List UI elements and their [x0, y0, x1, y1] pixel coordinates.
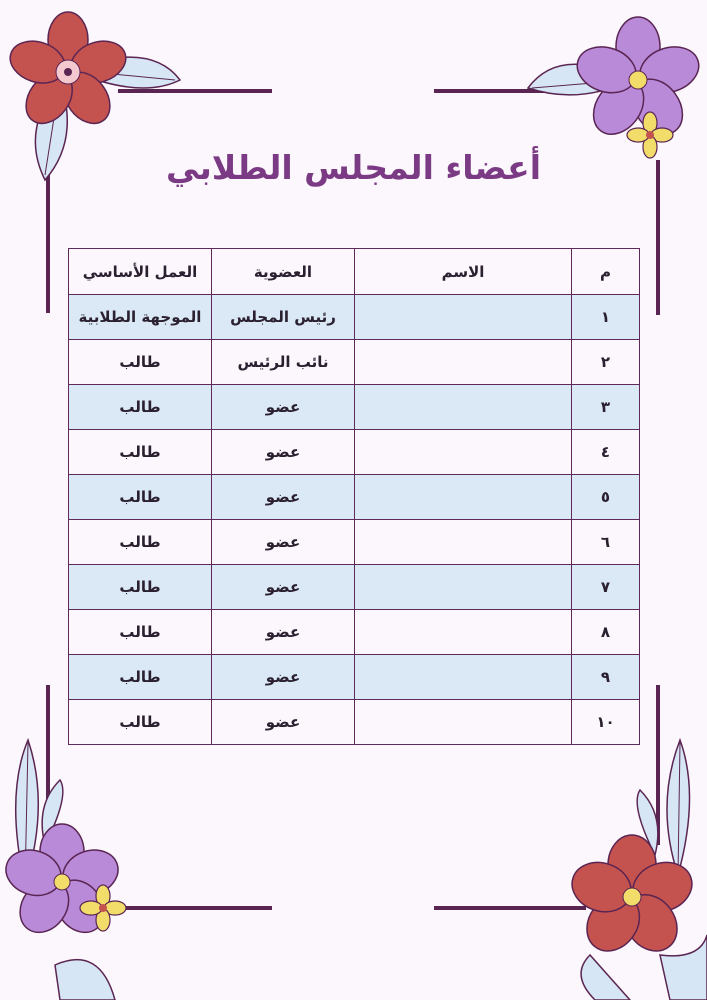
table-header-row: [69, 249, 640, 295]
cell-role: طالب: [69, 430, 212, 475]
cell-index: ١: [572, 295, 640, 340]
table-row: [69, 475, 640, 520]
table-row: [69, 565, 640, 610]
flower-bottom-right-decoration: [560, 735, 707, 1000]
cell-name[interactable]: [355, 295, 572, 340]
cell-name[interactable]: [355, 340, 572, 385]
cell-role: طالب: [69, 475, 212, 520]
table-row: [69, 520, 640, 565]
members-table: [68, 248, 640, 745]
header-role: العمل الأساسي: [69, 249, 212, 295]
cell-name[interactable]: [355, 610, 572, 655]
cell-index: ٧: [572, 565, 640, 610]
cell-index: ٣: [572, 385, 640, 430]
cell-membership: عضو: [212, 565, 355, 610]
cell-membership: عضو: [212, 610, 355, 655]
table-row: [69, 655, 640, 700]
cell-membership: عضو: [212, 430, 355, 475]
cell-name[interactable]: [355, 475, 572, 520]
cell-role: الموجهة الطلابية: [69, 295, 212, 340]
cell-membership: عضو: [212, 700, 355, 745]
cell-name[interactable]: [355, 565, 572, 610]
cell-index: ٥: [572, 475, 640, 520]
cell-index: ١٠: [572, 700, 640, 745]
header-index: م: [572, 249, 640, 295]
cell-membership: عضو: [212, 475, 355, 520]
cell-index: ٦: [572, 520, 640, 565]
table-row: [69, 295, 640, 340]
cell-index: ٤: [572, 430, 640, 475]
page-title: أعضاء المجلس الطلابي: [165, 148, 542, 187]
cell-index: ٩: [572, 655, 640, 700]
cell-role: طالب: [69, 565, 212, 610]
table-row: [69, 430, 640, 475]
cell-role: طالب: [69, 655, 212, 700]
cell-index: ٢: [572, 340, 640, 385]
cell-membership: رئيس المجلس: [212, 295, 355, 340]
cell-membership: عضو: [212, 385, 355, 430]
cell-name[interactable]: [355, 655, 572, 700]
table-row: [69, 385, 640, 430]
table-row: [69, 340, 640, 385]
cell-role: طالب: [69, 700, 212, 745]
table-row: [69, 610, 640, 655]
cell-name[interactable]: [355, 700, 572, 745]
cell-membership: نائب الرئيس: [212, 340, 355, 385]
header-membership: العضوية: [212, 249, 355, 295]
cell-membership: عضو: [212, 655, 355, 700]
cell-role: طالب: [69, 385, 212, 430]
cell-name[interactable]: [355, 520, 572, 565]
table-row: [69, 700, 640, 745]
cell-role: طالب: [69, 340, 212, 385]
cell-name[interactable]: [355, 385, 572, 430]
cell-name[interactable]: [355, 430, 572, 475]
cell-membership: عضو: [212, 520, 355, 565]
cell-role: طالب: [69, 520, 212, 565]
cell-index: ٨: [572, 610, 640, 655]
cell-role: طالب: [69, 610, 212, 655]
header-name: الاسم: [355, 249, 572, 295]
flower-bottom-left-decoration: [0, 735, 150, 1000]
